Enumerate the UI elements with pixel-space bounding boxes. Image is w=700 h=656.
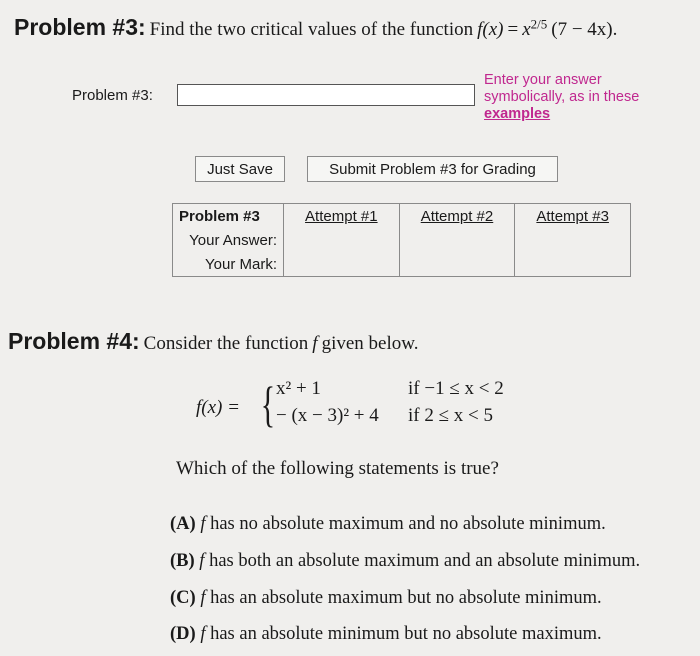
brace-icon: { — [260, 376, 276, 432]
choice-letter: (D) — [170, 624, 196, 644]
your-answer-label: Your Answer: — [173, 228, 284, 252]
hint-line-2: symbolically, as in these — [484, 89, 640, 105]
question-text: Which of the following statements is true? — [176, 458, 499, 479]
function-base: x — [522, 19, 531, 40]
attempt-1-answer — [284, 228, 400, 252]
choice-a[interactable] — [170, 514, 606, 535]
attempt-2-answer — [399, 228, 515, 252]
problem-4-title: Problem #4: — [8, 328, 140, 354]
problem-4-text: Consider the function — [143, 333, 309, 354]
case-2-condition: if 2 ≤ x < 5 — [408, 405, 493, 426]
attempt-2-link[interactable]: Attempt #2 — [399, 204, 515, 229]
choice-letter: (C) — [170, 588, 196, 608]
choice-b[interactable] — [170, 551, 640, 572]
choice-var: f — [200, 514, 206, 534]
problem-3-title: Problem #3: — [14, 14, 146, 40]
attempt-3-mark — [515, 252, 631, 277]
attempts-table — [172, 203, 631, 277]
answer-input[interactable] — [177, 84, 475, 106]
choice-var: f — [200, 624, 206, 644]
function-factor: (7 − 4x). — [551, 19, 618, 40]
attempt-2-mark — [399, 252, 515, 277]
choice-var: f — [199, 551, 205, 571]
attempt-1-link[interactable]: Attempt #1 — [284, 204, 400, 229]
table-header: Problem #3 — [173, 204, 284, 229]
choice-text: has an absolute minimum but no absolute maximum. — [210, 624, 602, 644]
choice-text: has both an absolute maximum and an absolute minimum. — [209, 551, 641, 571]
examples-link[interactable]: examples — [484, 106, 551, 122]
choice-text: has no absolute maximum and no absolute minimum. — [210, 514, 606, 534]
case-2-expression: − (x − 3)² + 4 — [276, 405, 379, 426]
function-exponent: 2/5 — [530, 16, 548, 32]
choice-letter: (A) — [170, 514, 196, 534]
choice-c[interactable] — [170, 588, 602, 609]
piecewise-lhs: f(x) = — [196, 397, 240, 418]
just-save-button[interactable]: Just Save — [195, 156, 285, 182]
case-1-condition: if −1 ≤ x < 2 — [408, 378, 504, 399]
answer-label: Problem #3: — [72, 87, 153, 104]
attempt-3-link[interactable]: Attempt #3 — [515, 204, 631, 229]
problem-3-text: Find the two critical values of the function — [149, 19, 474, 40]
submit-button[interactable]: Submit Problem #3 for Grading — [307, 156, 558, 182]
function-name: f — [312, 333, 318, 354]
choice-d[interactable] — [170, 624, 602, 645]
problem-4-statement — [8, 328, 419, 355]
case-1-expression: x² + 1 — [276, 378, 321, 399]
answer-hint — [484, 72, 639, 123]
hint-line-1: Enter your answer — [484, 72, 602, 88]
problem-4-text-end: given below. — [321, 333, 419, 354]
problem-3-statement: Problem #3: Find the two critical values of the function $f(x) = x^{2/5}$ (7 − 4x). — [14, 14, 618, 40]
your-mark-label: Your Mark: — [173, 252, 284, 277]
choice-letter: (B) — [170, 551, 195, 571]
choice-text: has an absolute maximum but no absolute minimum. — [210, 588, 602, 608]
choice-var: f — [200, 588, 206, 608]
attempt-3-answer — [515, 228, 631, 252]
function-lhs: f(x) — [477, 19, 504, 40]
attempt-1-mark — [284, 252, 400, 277]
